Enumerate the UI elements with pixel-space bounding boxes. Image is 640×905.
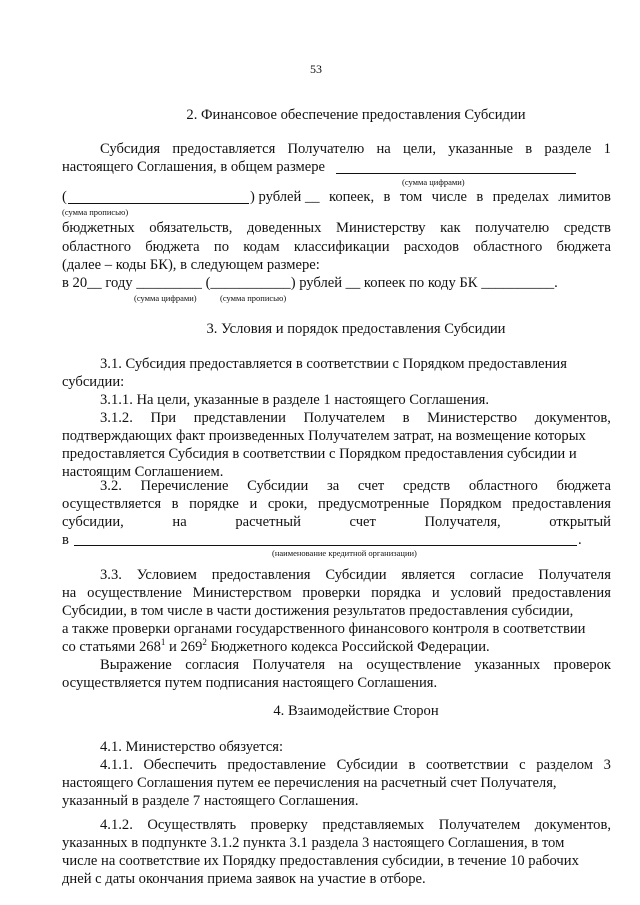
word: как xyxy=(440,220,461,236)
amount-words-blank xyxy=(68,203,249,204)
s2-line4 xyxy=(62,219,611,238)
word: в xyxy=(402,410,410,426)
word: предоставляется xyxy=(172,141,276,157)
s4-p412-line4: дней с даты окончания приема заявок на участие в отборе. xyxy=(62,871,426,887)
section-3-heading: 3. Условия и порядок предоставления Субсидии xyxy=(206,321,506,337)
word: в xyxy=(476,189,484,205)
word: копеек, xyxy=(328,189,375,205)
word: 1 xyxy=(603,141,611,157)
word: Порядком xyxy=(439,496,502,512)
s4-p412-line3: числе на соответствие их Порядку предоставления субсидии, в течение 10 рабочих xyxy=(62,853,579,869)
word: обязательств, xyxy=(149,220,233,236)
word: счет xyxy=(349,514,376,530)
word: 3.3. xyxy=(100,567,122,583)
word: ) рублей __ xyxy=(250,189,320,205)
word: Субсидии xyxy=(247,478,309,494)
word: за xyxy=(327,478,340,494)
word: Получателю xyxy=(287,141,365,157)
word: кодам xyxy=(243,239,280,255)
word: открытый xyxy=(549,514,611,530)
word: счет xyxy=(357,478,385,494)
s2-p1-line1 xyxy=(100,140,611,159)
word: предоставления xyxy=(512,496,611,512)
hint-digits-2: (сумма цифрами) xyxy=(134,293,197,303)
s3-p33b-line2: осуществляется путем подписания настоящего Соглашения. xyxy=(62,675,438,691)
word: субсидии, xyxy=(62,514,124,530)
footnote-ref-2: 2 xyxy=(202,637,207,648)
s4-p411-line1 xyxy=(100,756,611,775)
word: областного xyxy=(468,478,538,494)
word: классификации xyxy=(293,239,390,255)
word: и xyxy=(249,496,258,512)
word: предусмотренные xyxy=(318,496,430,512)
word: представлении xyxy=(193,410,286,426)
hint-words-2: (сумма прописью) xyxy=(220,293,287,303)
word: по xyxy=(213,239,229,255)
word: Получателя xyxy=(538,567,611,583)
word: Получателя, xyxy=(424,514,501,530)
word: Обеспечить xyxy=(143,757,217,773)
s4-p41: 4.1. Министерство обязуется: xyxy=(100,739,284,755)
word: порядке xyxy=(189,496,239,512)
s3-p33b-line1 xyxy=(100,656,611,675)
s3-p32-line4-prefix: в xyxy=(62,532,69,548)
word: бюджета xyxy=(556,239,611,255)
s3-p33-line2 xyxy=(62,584,611,603)
word: 4.1.1. xyxy=(100,757,133,773)
s3-p33-line3: Субсидии, в том числе в части достижения результатов предоставления субсидии, xyxy=(62,603,574,619)
word: и xyxy=(431,585,440,601)
hint-bank-name: (наименование кредитной организации) xyxy=(272,548,417,558)
word: осуществление xyxy=(366,657,462,673)
word: Субсидия xyxy=(100,141,161,157)
word: расходов xyxy=(403,239,460,255)
word: проверку xyxy=(250,817,308,833)
word: Получателем xyxy=(438,817,521,833)
word: областного xyxy=(62,239,131,255)
word: Министерство xyxy=(427,410,518,426)
word: разделе xyxy=(544,141,592,157)
word: 3 xyxy=(603,757,611,773)
word: предоставления xyxy=(211,567,311,583)
word: в xyxy=(383,189,391,205)
word: Получателем xyxy=(303,410,386,426)
word: указанные xyxy=(448,141,514,157)
s4-p412-line2: указанных в подпункте 3.1.2 пункта 3.1 раздела 3 настоящего Соглашения, в том xyxy=(62,835,565,851)
word: в xyxy=(171,496,179,512)
word: Министерству xyxy=(335,220,426,236)
s3-p33-line5-c: Бюджетного кодекса Российской Федерации. xyxy=(206,639,490,655)
word: При xyxy=(150,410,177,426)
s3-p312-line2: подтверждающих факт произведенных Получателем затрат, на возмещение которых xyxy=(62,428,586,444)
word: предоставления xyxy=(512,585,611,601)
s3-p312-line4: настоящим Соглашением. xyxy=(62,464,224,480)
word: доведенных xyxy=(246,220,322,236)
word: Министерством xyxy=(192,585,292,601)
word: числе xyxy=(431,189,467,205)
word: на xyxy=(338,657,353,673)
word: Осуществлять xyxy=(147,817,237,833)
word: осуществляется xyxy=(62,496,162,512)
word: Субсидии xyxy=(325,567,387,583)
word: том xyxy=(399,189,423,205)
word: на xyxy=(62,585,77,601)
word: Перечисление xyxy=(140,478,229,494)
word: представляемых xyxy=(322,817,425,833)
s3-p33-line5-b: и 269 xyxy=(165,639,203,655)
footnote-ref-1: 1 xyxy=(160,637,166,648)
s3-p33-line4: а также проверки органами государственного финансового контроля в соответствии xyxy=(62,621,586,637)
word: сроки, xyxy=(267,496,308,512)
s4-p411-line2: настоящего Соглашения путем ее перечисления на расчетный счет Получателя, xyxy=(62,775,557,791)
word: в xyxy=(408,757,416,773)
s3-p312-line3: предоставляется Субсидия в соответствии с Порядком предоставления субсидии и xyxy=(62,446,577,462)
word: порядка xyxy=(371,585,421,601)
s3-p31-line2: субсидии: xyxy=(62,374,125,390)
word: Условием xyxy=(136,567,197,583)
hint-amount-digits: (сумма цифрами) xyxy=(402,177,465,187)
s3-p312-line1 xyxy=(100,409,611,428)
word: соответствии xyxy=(426,757,509,773)
word: проверок xyxy=(553,657,611,673)
word: документов, xyxy=(534,817,611,833)
word: предоставление xyxy=(227,757,326,773)
amount-digits-blank xyxy=(336,173,576,174)
word: расчетный xyxy=(235,514,301,530)
word: является xyxy=(401,567,456,583)
word: в xyxy=(525,141,533,157)
word: с xyxy=(519,757,526,773)
s3-p33-line5 xyxy=(62,638,490,657)
word: Получателя xyxy=(252,657,326,673)
word: 4.1.2. xyxy=(100,817,133,833)
s3-p31-line1: 3.1. Субсидия предоставляется в соответствии с Порядком предоставления xyxy=(100,356,567,372)
word: Субсидии xyxy=(336,757,398,773)
word: условий xyxy=(450,585,502,601)
word: документов, xyxy=(534,410,611,426)
s3-p311: 3.1.1. На цели, указанные в разделе 1 настоящего Соглашения. xyxy=(100,392,490,408)
word: указанных xyxy=(474,657,541,673)
s2-line6: (далее – коды БК), в следующем размере: xyxy=(62,257,320,273)
word: разделом xyxy=(536,757,593,773)
s3-p32-line1 xyxy=(100,477,611,496)
s4-p411-line3: указанный в разделе 7 настоящего Соглашения. xyxy=(62,793,359,809)
word: получателю xyxy=(475,220,550,236)
s3-p32-line3 xyxy=(62,513,611,532)
word: 3.1.2. xyxy=(100,410,133,426)
section-4-heading: 4. Взаимодействие Сторон xyxy=(273,703,439,719)
word: бюджетных xyxy=(62,220,135,236)
s2-line3-open: ( xyxy=(62,189,67,205)
word: осуществление xyxy=(87,585,182,601)
word: 3.2. xyxy=(100,478,122,494)
s3-p33-line5-a: со статьями 268 xyxy=(62,639,161,655)
s2-line3 xyxy=(250,188,611,207)
s3-p32-line4-suffix: . xyxy=(578,532,582,548)
word: проверки xyxy=(302,585,361,601)
word: Выражение xyxy=(100,657,172,673)
word: на xyxy=(172,514,187,530)
word: бюджета xyxy=(145,239,200,255)
s2-p1-line2: настоящего Соглашения, в общем размере xyxy=(62,159,326,175)
bank-name-blank xyxy=(74,545,577,546)
word: согласия xyxy=(185,657,240,673)
s2-line7: в 20__ году _________ (___________) рублей __ копеек по коду БК __________. xyxy=(62,275,558,291)
word: на xyxy=(376,141,391,157)
hint-amount-words: (сумма прописью) xyxy=(62,207,129,217)
word: средств xyxy=(563,220,611,236)
s3-p32-line2 xyxy=(62,495,611,514)
s2-line5 xyxy=(62,238,611,257)
word: пределах xyxy=(492,189,550,205)
section-2-heading: 2. Финансовое обеспечение предоставления Субсидии xyxy=(186,107,526,123)
word: областного xyxy=(473,239,543,255)
word: лимитов xyxy=(558,189,611,205)
word: цели, xyxy=(402,141,437,157)
s3-p33-line1 xyxy=(100,566,611,585)
page-number: 53 xyxy=(310,62,322,76)
word: согласие xyxy=(469,567,524,583)
word: бюджета xyxy=(556,478,611,494)
s4-p412-line1 xyxy=(100,816,611,835)
word: средств xyxy=(402,478,451,494)
